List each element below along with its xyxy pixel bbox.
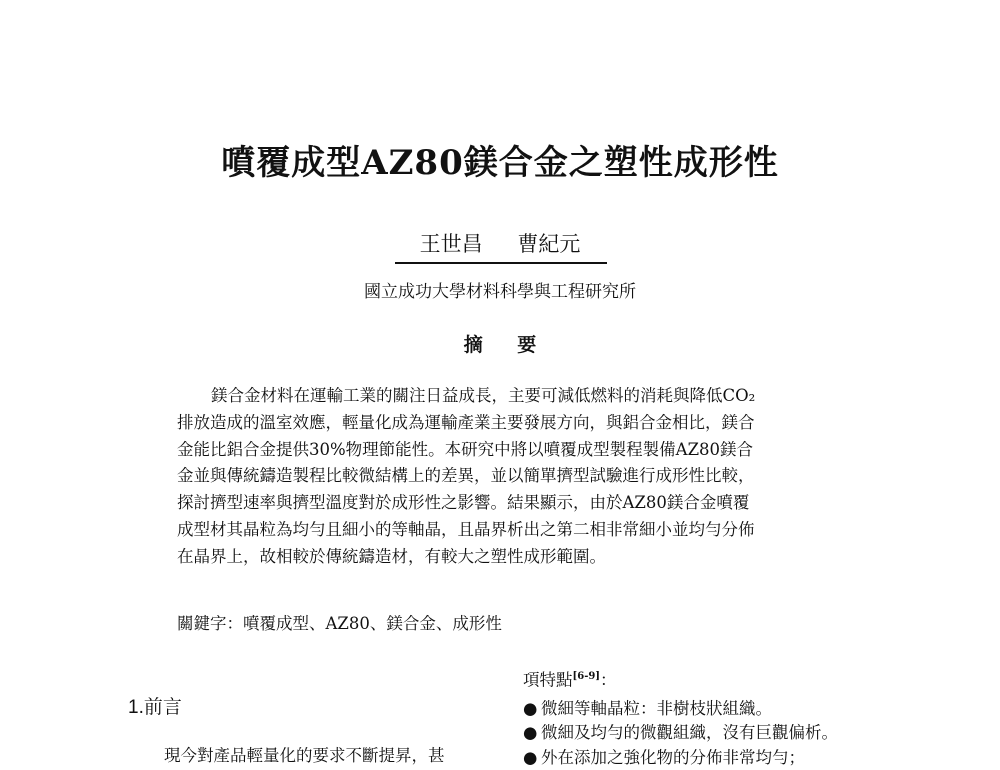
abstract-line: 鎂合金材料在運輸工業的關注日益成長，主要可減低燃料的消耗與降低CO₂: [177, 383, 877, 410]
right-column: [523, 665, 983, 770]
abstract-line: 探討擠型速率與擠型溫度對於成形性之影響。結果顯示，由於AZ80鎂合金噴覆: [177, 490, 877, 517]
list-item: [523, 746, 983, 770]
citation-ref: [6-9]: [573, 671, 601, 682]
list-item-text: 微細及均勻的微觀組織，沒有巨觀偏析。: [541, 723, 838, 742]
list-item-text: 微細等軸晶粒：非樹枝狀組織。: [541, 699, 772, 718]
keywords: 關鍵字：噴覆成型、AZ80、鎂合金、成形性: [177, 610, 502, 634]
abstract-line: 在晶界上，故相較於傳統鑄造材，有較大之塑性成形範圍。: [177, 544, 877, 571]
abstract-line: 成型材其晶粒為均勻且細小的等軸晶，且晶界析出之第二相非常細小並均勻分佈: [177, 517, 877, 544]
paper-title: 噴覆成型AZ80鎂合金之塑性成形性: [0, 135, 1000, 184]
list-item: [523, 721, 983, 746]
right-column-lead: [523, 665, 983, 693]
lead-colon: ：: [600, 671, 617, 690]
abstract-line: 金能比鋁合金提供30%物理節能性。本研究中將以噴覆成型製程製備AZ80鎂合: [177, 437, 877, 464]
abstract-heading: 摘 要: [0, 330, 1000, 357]
author-underline: [395, 262, 607, 264]
intro-paragraph-start: 現今對產品輕量化的要求不斷提昇，甚: [164, 742, 445, 766]
bullet-icon: ●: [523, 697, 541, 722]
bullet-icon: ●: [523, 721, 541, 746]
feature-list: [523, 697, 983, 770]
author-name: 曹紀元: [517, 228, 580, 258]
list-item-text: 外在添加之強化物的分佈非常均勻；: [541, 748, 805, 767]
affiliation: 國立成功大學材料科學與工程研究所: [0, 277, 1000, 302]
abstract-line: 金並與傳統鑄造製程比較微結構上的差異，並以簡單擠型試驗進行成形性比較，: [177, 463, 877, 490]
author-name: 王世昌: [420, 228, 483, 258]
bullet-icon: ●: [523, 746, 541, 770]
lead-text: 項特點: [523, 671, 573, 690]
author-list: [0, 228, 1000, 258]
section-heading-introduction: 1.前言: [128, 692, 182, 719]
list-item: [523, 697, 983, 722]
abstract-body: [177, 383, 877, 571]
abstract-line: 排放造成的溫室效應，輕量化成為運輸產業主要發展方向，與鋁合金相比，鎂合: [177, 410, 877, 437]
